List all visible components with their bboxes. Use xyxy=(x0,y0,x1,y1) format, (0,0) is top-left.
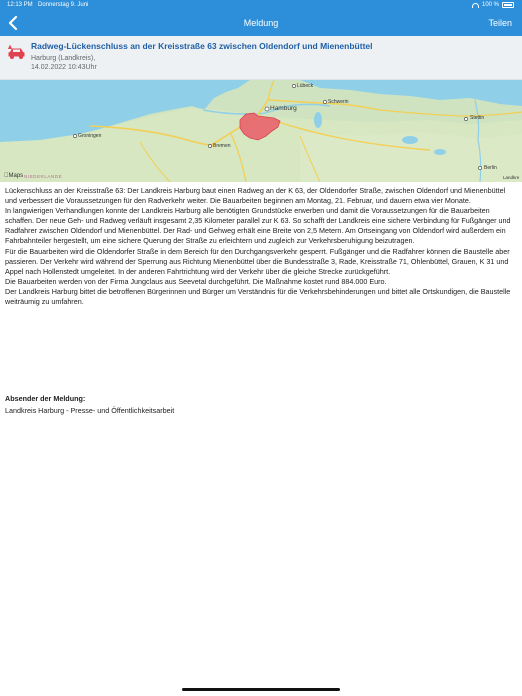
map-label-schwerin: Schwerin xyxy=(328,99,349,105)
report-body xyxy=(5,186,518,307)
share-button[interactable]: Teilen xyxy=(488,18,512,28)
map-canvas xyxy=(0,80,522,182)
sender-heading: Absender der Meldung: xyxy=(5,394,86,403)
body-paragraph: Der Landkreis Harburg bittet die betroffenen Bürgerinnen und Bürger um Verständnis für die Verkehrsbehinderungen und bittet alle Ortskundigen, die Baustelle weiträumig zu umfahren. xyxy=(5,286,511,307)
battery-icon xyxy=(502,2,514,8)
status-bar xyxy=(0,0,522,12)
map-label-berlin: Berlin xyxy=(484,165,497,171)
body-paragraph: Die Bauarbeiten werden von der Firma Jungclaus aus Seevetal durchgeführt. Die Maßnahme kostet rund 884.000 Euro. xyxy=(5,276,387,286)
car-accident-icon xyxy=(7,44,27,60)
map-view[interactable] xyxy=(0,80,522,182)
body-paragraph: Lückenschluss an der Kreisstraße 63: Der Landkreis Harburg baut einen Radweg an der K 63, der Oldendorfer Straße, zwischen Oldendorf und Mienenbüttel und verbessert die Voraussetzungen für den Radverkehr weiter. Die Bauarbeiten beginnen am Montag, 21. Februar, und dauern etwa vier Monate. xyxy=(5,186,506,206)
status-date: Donnerstag 9. Juni xyxy=(38,2,89,8)
report-header xyxy=(0,36,522,80)
report-location: Harburg (Landkreis), xyxy=(31,55,96,62)
report-title: Radweg-Lückenschluss an der Kreisstraße 63 zwischen Oldendorf und Mienenbüttel xyxy=(31,41,373,51)
report-date: 14.02.2022 10:43Uhr xyxy=(31,64,97,71)
map-label-luebeck: Lübeck xyxy=(297,83,314,89)
status-time: 12:13 PM xyxy=(7,2,33,8)
map-label-landkreis: Landkre xyxy=(503,175,520,180)
maps-attribution: Maps xyxy=(4,173,19,179)
navigation-bar xyxy=(0,12,522,36)
map-label-bremen: Bremen xyxy=(213,143,231,149)
wifi-icon xyxy=(472,3,479,8)
body-paragraph: Für die Bauarbeiten wird die Oldendorfer Straße in dem Bereich für den Durchgangsverkehr gesperrt. Fußgänger und die Radfahrer können die Baustelle aber passieren. Der Verkehr wird während der Sperrung aus Richtung Mienenbüttel über die Bundesstraße 3, Rade, Kreisstraße 71, Ohlenbüttel, Grauen, K 31 und Appel nach Hollenstedt umgeleitet. In der anderen Fahrtrichtung wird der Verkehr über die gleiche Strecke zurückgeführt. xyxy=(5,246,510,276)
map-label-stettin: Stettin xyxy=(470,115,485,121)
map-label-groningen: Groningen xyxy=(78,133,102,139)
status-indicators xyxy=(472,2,514,8)
map-label-niederlande: NIEDERLANDE xyxy=(24,174,63,179)
body-paragraph: In langwierigen Verhandlungen konnte der Landkreis Harburg alle benötigten Grundstücke erwerben und damit die Voraussetzungen für die Bauarbeiten schaffen. Der neue Geh- und Radweg verläuft insgesamt 2,35 Kilometer parallel zur K 63. So schafft der Landkreis eine sichere Verbindung für Fußgänger und Radfahrer zwischen Oldendorf und Mienenbüttel. Der Rad- und Gehweg erhält eine Breite von 2,5 Metern. Am Ortseingang von Oldendorf wird außerdem ein Fahrbahnteiler hergestellt, um eine sichere Querung der Straße zu erleichtern und zugleich zur Verkehrsberuhigung beizutragen. xyxy=(5,206,511,246)
sender-name: Landkreis Harburg - Presse- und Öffentlichkeitsarbeit xyxy=(5,406,175,415)
page-title: Meldung xyxy=(243,18,279,28)
map-label-hamburg: Hamburg xyxy=(270,105,297,112)
battery-percent: 100 % xyxy=(481,2,499,8)
home-indicator[interactable] xyxy=(182,688,340,691)
